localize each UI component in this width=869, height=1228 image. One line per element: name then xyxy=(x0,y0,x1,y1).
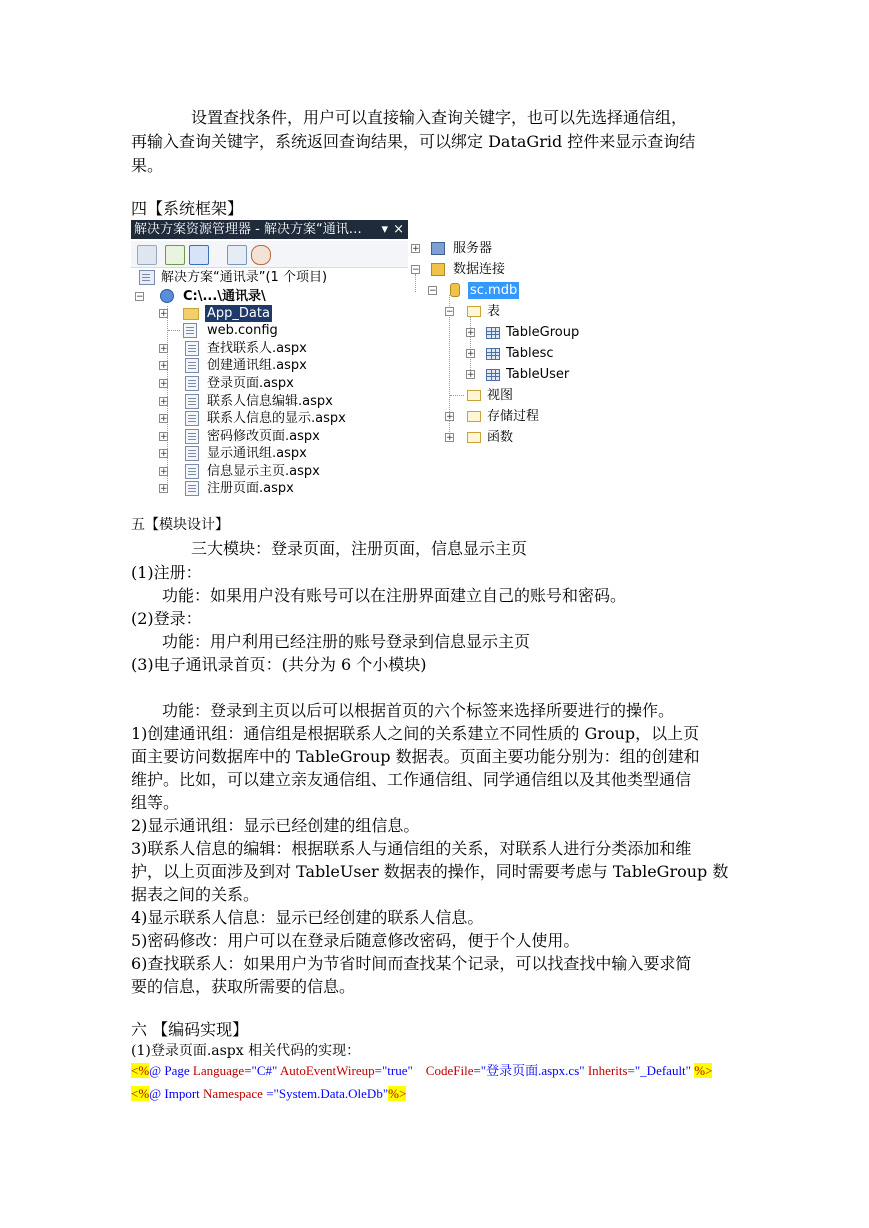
code-directive: @ Page xyxy=(149,1063,193,1078)
expand-icon[interactable]: + xyxy=(467,328,475,338)
intro-line-2: 再输入查询关键字，系统返回查询结果，可以绑定 DataGrid 控件来显示查询结 xyxy=(131,132,696,151)
solution-tree xyxy=(131,268,408,500)
module-5: 5)密码修改：用户可以在登录后随意修改密码，便于个人使用。 xyxy=(131,931,580,950)
tables-label: 表 xyxy=(487,304,501,319)
expand-icon[interactable]: + xyxy=(446,433,454,443)
aspx-file-icon xyxy=(185,394,199,409)
aspx-file-icon xyxy=(185,358,199,373)
properties-icon[interactable] xyxy=(137,245,157,265)
data-connections-label: 数据连接 xyxy=(453,262,506,277)
module-1-line-1: 1)创建通讯组：通信组是根据联系人之间的关系建立不同性质的 Group，以上页 xyxy=(131,724,700,743)
expand-icon[interactable]: + xyxy=(160,432,168,442)
table-icon xyxy=(486,348,500,360)
code-value: ="C#" xyxy=(244,1063,280,1078)
module-2: 2)显示通讯组：显示已经创建的组信息。 xyxy=(131,816,420,835)
solution-explorer-toolbar xyxy=(131,241,408,268)
data-connections-icon xyxy=(431,263,445,276)
collapse-icon[interactable]: − xyxy=(136,292,144,302)
expand-icon[interactable]: + xyxy=(160,309,168,319)
tree-item-label: 联系人信息的显示.aspx xyxy=(207,411,346,426)
collapse-icon[interactable]: − xyxy=(412,265,420,275)
aspx-file-icon xyxy=(185,341,199,356)
expand-icon[interactable]: + xyxy=(160,379,168,389)
tree-item-label: 密码修改页面.aspx xyxy=(207,429,320,444)
module-6-line-2: 要的信息，获取所需要的信息。 xyxy=(131,977,356,996)
code-attr: Language xyxy=(192,1063,245,1078)
home-heading: (3)电子通讯录首页：(共分为 6 个小模块) xyxy=(131,655,427,674)
expand-icon[interactable]: + xyxy=(160,414,168,424)
project-label: C:\...\通讯录\ xyxy=(183,289,266,304)
table-label: Tablesc xyxy=(506,346,554,361)
database-icon xyxy=(450,283,460,297)
code-attr: AutoEventWireup xyxy=(279,1063,375,1078)
code-value: ="true" xyxy=(374,1063,413,1078)
module-1-line-2: 面主要访问数据库中的 TableGroup 数据表。页面主要功能分别为：组的创建和 xyxy=(131,747,700,766)
tree-item-label: web.config xyxy=(207,323,278,338)
section-6-title: 六 【编码实现】 xyxy=(131,1020,249,1039)
dropdown-arrow-icon[interactable]: ▾ xyxy=(381,222,388,237)
register-heading: (1)注册： xyxy=(131,563,202,582)
tree-guide-line xyxy=(450,395,464,396)
view-designer-icon[interactable] xyxy=(227,245,247,265)
solution-explorer-titlebar xyxy=(131,220,408,239)
views-label: 视图 xyxy=(487,388,514,403)
module-3-line-2: 护，以上页面涉及到对 TableUser 数据表的操作，同时需要考虑与 TableGroup 数 xyxy=(131,862,729,881)
module-1-line-3: 维护。比如，可以建立亲友通信组、工作通信组、同学通信组以及其他类型通信 xyxy=(131,770,692,789)
expand-icon[interactable]: + xyxy=(446,412,454,422)
module-6-line-1: 6)查找联系人：如果用户为节省时间而查找某个记录，可以找查找中输入要求简 xyxy=(131,954,692,973)
tree-item-label: 查找联系人.aspx xyxy=(207,341,307,356)
tree-item-label: 信息显示主页.aspx xyxy=(207,464,320,479)
module-1-line-4: 组等。 xyxy=(131,793,180,812)
tree-item-label: 注册页面.aspx xyxy=(207,481,294,496)
home-function: 功能：登录到主页以后可以根据首页的六个标签来选择所要进行的操作。 xyxy=(162,701,675,720)
tree-item-label: 联系人信息编辑.aspx xyxy=(207,394,333,409)
code-open-tag: <% xyxy=(131,1063,150,1078)
expand-icon[interactable]: + xyxy=(467,349,475,359)
close-icon[interactable]: × xyxy=(393,222,404,237)
collapse-icon[interactable]: − xyxy=(429,286,437,296)
login-heading: (2)登录： xyxy=(131,609,202,628)
aspx-file-icon xyxy=(185,481,199,496)
tree-item-label: 创建通讯组.aspx xyxy=(207,358,307,373)
folder-icon xyxy=(467,411,481,422)
section-4-title: 四【系统框架】 xyxy=(131,199,244,218)
expand-icon[interactable]: + xyxy=(467,370,475,380)
db-label: sc.mdb xyxy=(470,283,518,298)
config-file-icon xyxy=(183,323,197,338)
code-attr: Inherits xyxy=(587,1063,628,1078)
server-explorer-tree xyxy=(408,238,608,453)
folder-icon xyxy=(467,432,481,443)
expand-icon[interactable]: + xyxy=(160,449,168,459)
expand-icon[interactable]: + xyxy=(160,397,168,407)
web-project-icon xyxy=(160,289,174,303)
code-value: ="System.Data.OleDb" xyxy=(262,1086,389,1101)
folder-icon xyxy=(467,390,481,401)
code-open-tag: <% xyxy=(131,1086,150,1101)
functions-label: 函数 xyxy=(487,430,514,445)
tree-guide-line xyxy=(168,330,180,331)
servers-label: 服务器 xyxy=(453,241,493,256)
refresh-icon[interactable] xyxy=(165,245,185,265)
code-attr: Namespace xyxy=(203,1086,263,1101)
folder-icon xyxy=(183,308,199,320)
code-close-tag: %> xyxy=(388,1086,407,1101)
table-label: TableGroup xyxy=(506,325,580,340)
login-function: 功能：用户利用已经注册的账号登录到信息显示主页 xyxy=(162,632,531,651)
intro-line-1: 设置查找条件，用户可以直接输入查询关键字，也可以先选择通信组， xyxy=(191,108,688,127)
section-6-sub-1: (1)登录页面.aspx 相关代码的实现： xyxy=(131,1043,361,1059)
code-value: ="_Default" xyxy=(627,1063,695,1078)
module-3-line-1: 3)联系人信息的编辑：根据联系人与通信组的关系，对联系人进行分类添加和维 xyxy=(131,839,692,858)
expand-icon[interactable]: + xyxy=(412,244,420,254)
solution-label: 解决方案“通讯录”(1 个项目) xyxy=(161,270,328,285)
tree-guide-line xyxy=(415,274,416,292)
section-5-title: 五【模块设计】 xyxy=(131,517,229,533)
aspx-file-icon xyxy=(185,446,199,461)
code-close-tag: %> xyxy=(694,1063,713,1078)
solution-explorer-title: 解决方案资源管理器 - 解决方案“通讯… xyxy=(134,222,362,237)
code-directive: @ Import xyxy=(149,1086,204,1101)
expand-icon[interactable]: + xyxy=(160,467,168,477)
code-value: ="登录页面.aspx.cs" xyxy=(473,1063,588,1078)
module-4: 4)显示联系人信息：显示已经创建的联系人信息。 xyxy=(131,908,484,927)
collapse-icon[interactable]: − xyxy=(446,307,454,317)
procs-label: 存储过程 xyxy=(487,409,540,424)
table-icon xyxy=(486,369,500,381)
code-line-2 xyxy=(131,1084,406,1104)
code-attr: CodeFile xyxy=(425,1063,474,1078)
server-icon xyxy=(431,242,445,255)
table-icon xyxy=(486,327,500,339)
copy-website-icon[interactable] xyxy=(251,245,271,265)
tree-item-label: 显示通讯组.aspx xyxy=(207,446,307,461)
show-all-files-icon[interactable] xyxy=(189,245,209,265)
tree-guide-line xyxy=(470,316,471,372)
tree-item-label: App_Data xyxy=(207,306,270,321)
solution-icon xyxy=(139,270,155,285)
table-label: TableUser xyxy=(506,367,570,382)
three-modules: 三大模块：登录页面，注册页面，信息显示主页 xyxy=(191,539,528,558)
register-function: 功能：如果用户没有账号可以在注册界面建立自己的账号和密码。 xyxy=(162,586,627,605)
tree-item-label: 登录页面.aspx xyxy=(207,376,294,391)
aspx-file-icon xyxy=(185,376,199,391)
expand-icon[interactable]: + xyxy=(160,484,168,494)
module-3-line-3: 据表之间的关系。 xyxy=(131,885,260,904)
aspx-file-icon xyxy=(185,464,199,479)
expand-icon[interactable]: + xyxy=(160,344,168,354)
intro-line-3: 果。 xyxy=(131,156,164,175)
code-line-1 xyxy=(131,1061,712,1081)
expand-icon[interactable]: + xyxy=(160,361,168,371)
aspx-file-icon xyxy=(185,429,199,444)
aspx-file-icon xyxy=(185,411,199,426)
